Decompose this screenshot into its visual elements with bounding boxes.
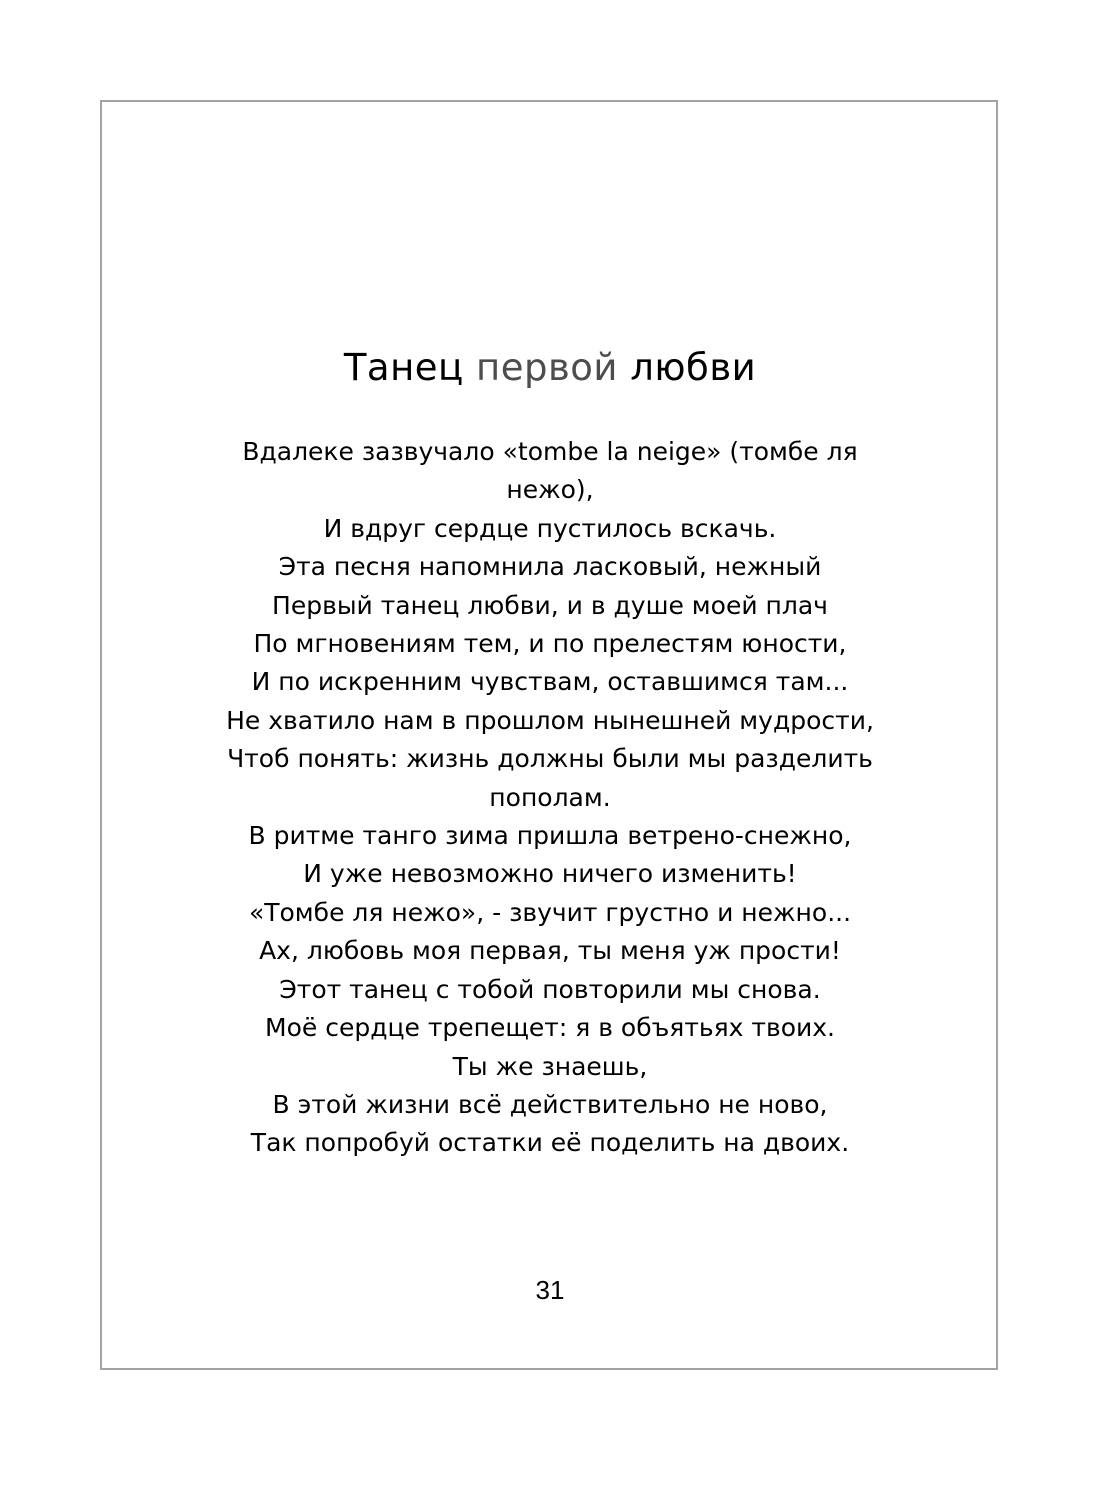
poem-line: нежо), <box>506 475 594 505</box>
poem-line: Моё сердце трепещет: я в объятьях твоих. <box>265 1013 835 1043</box>
poem-line: Так попробуй остатки её поделить на двоих. <box>250 1128 850 1158</box>
poem-title <box>0 340 1100 396</box>
poem-line: Ах, любовь моя первая, ты меня уж прости! <box>259 936 841 966</box>
poem-line: По мгновениям тем, и по прелестям юности, <box>253 629 847 659</box>
poem-line: пополам. <box>489 782 611 812</box>
title-word-3: любви <box>630 346 757 389</box>
poem-line: «Томбе ля нежо», - звучит грустно и нежно... <box>248 897 852 927</box>
poem-line: Первый танец любви, и в душе моей плач <box>272 590 828 620</box>
title-word-2-accent: первой <box>476 346 618 389</box>
poem-line: И вдруг сердце пустилось вскачь. <box>323 513 777 543</box>
poem-line: Ты же знаешь, <box>452 1051 648 1081</box>
poem-line: Эта песня напомнила ласковый, нежный <box>278 552 822 582</box>
title-word-1: Танец <box>343 346 464 389</box>
poem-line: Чтоб понять: жизнь должны были мы разделить <box>227 744 873 774</box>
poem-line: И уже невозможно ничего изменить! <box>303 859 797 889</box>
poem-line: Не хватило нам в прошлом нынешней мудрости, <box>226 705 874 735</box>
poem-line: В ритме танго зима пришла ветрено-снежно, <box>248 821 852 851</box>
poem-line: Вдалеке зазвучало «tombe la neige» (томбе ля <box>242 437 858 466</box>
poem-line: В этой жизни всё действительно не ново, <box>272 1089 828 1119</box>
poem-body <box>150 433 950 1163</box>
poem-line: И по искренним чувствам, оставшимся там... <box>251 667 849 697</box>
poem-line: Этот танец с тобой повторили мы снова. <box>279 974 821 1004</box>
page-number: 31 <box>535 1275 565 1305</box>
